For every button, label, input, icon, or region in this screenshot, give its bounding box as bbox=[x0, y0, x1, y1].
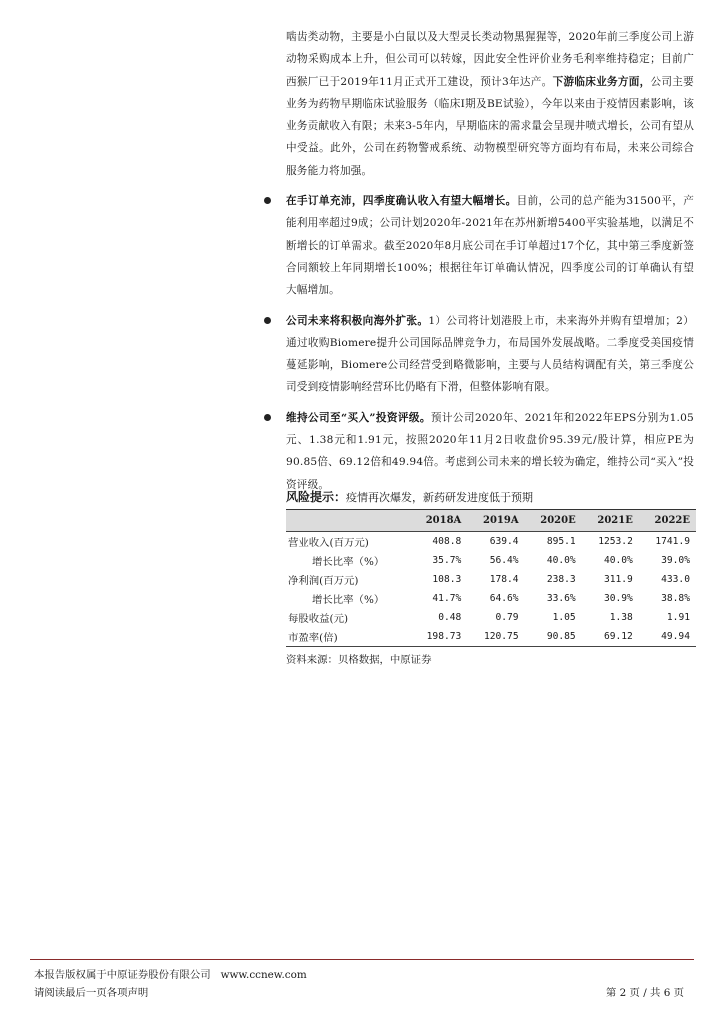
row-label: 增长比率（%） bbox=[312, 594, 385, 606]
table-cell: 433.0 bbox=[661, 574, 690, 585]
intro-paragraph bbox=[286, 26, 694, 182]
row-label: 每股收益(元) bbox=[288, 613, 349, 625]
table-row bbox=[286, 608, 696, 627]
table-cell: 408.8 bbox=[432, 536, 462, 547]
table-cell: 56.4% bbox=[489, 555, 519, 566]
bullet-item-orders bbox=[286, 190, 694, 301]
row-label: 市盈率(倍) bbox=[286, 627, 410, 647]
table-header-cell: 2020E bbox=[525, 510, 582, 532]
table-cell: 1.38 bbox=[609, 612, 633, 623]
bullet-dot-icon bbox=[264, 317, 271, 324]
table-cell: 90.85 bbox=[525, 627, 582, 647]
table-cell: 1.05 bbox=[552, 612, 576, 623]
bullet-text: 预计公司2020年、2021年和2022年EPS分别为1.05元、1.38元和1.91元，按照2020年11月2日收盘价95.39元/股计算，相应PE为90.85倍、69.12倍和49.94倍。考虑到公司未来的增长较为确定，维持公司“买入”投资评级。 bbox=[286, 411, 694, 491]
footer-disclaimer: 请阅读最后一页各项声明 bbox=[34, 987, 149, 999]
intro-rest-text: 公司主要业务为药物早期临床试验服务（临床I期及BE试验），今年以来由于疫情因素影响，该业务贡献收入有限；未来3-5年内，早期临床的需求量会呈现井喷式增长，公司有望从中受益。此外，公司在药物警戒系统、动物模型研究等方面均有布局，未来公司综合服务能力将加强。 bbox=[286, 75, 694, 177]
table-cell: 639.4 bbox=[489, 536, 519, 547]
table-cell: 69.12 bbox=[582, 627, 639, 647]
table-body bbox=[286, 532, 696, 647]
risk-label: 风险提示： bbox=[286, 490, 347, 504]
table-cell: 311.9 bbox=[603, 574, 633, 585]
table-row bbox=[286, 551, 696, 570]
row-label: 增长比率（%） bbox=[312, 556, 385, 568]
footer-website-link[interactable]: www.ccnew.com bbox=[220, 969, 307, 981]
table-header-cell: 2021E bbox=[582, 510, 639, 532]
table-cell: 1741.9 bbox=[655, 536, 690, 547]
footer-divider bbox=[30, 959, 694, 960]
intro-text: 啮齿类动物，主要是小白鼠以及大型灵长类动物黑猩猩等，2020年前三季度公司上游动物采购成本上升，但公司可以转嫁，因此安全性评价业务毛利率维持稳定；目前广西猴厂已于2019年11月正式开工建设，预计3年达产。 bbox=[286, 31, 694, 88]
bullet-title: 公司未来将积极向海外扩张。 bbox=[286, 314, 429, 327]
table-cell: 35.7% bbox=[432, 555, 462, 566]
bullet-item-overseas bbox=[286, 310, 694, 399]
table-header-cell bbox=[286, 510, 410, 532]
table-row bbox=[286, 627, 696, 647]
bullet-title: 在手订单充沛，四季度确认收入有望大幅增长。 bbox=[286, 195, 517, 208]
table-header-cell: 2022E bbox=[639, 510, 696, 532]
table-cell: 0.48 bbox=[438, 612, 462, 623]
bullet-text: 目前，公司的总产能为31500平，产能利用率超过9成；公司计划2020年-2021年在苏州新增5400平实验基地，以满足不断增长的订单需求。截至2020年8月底公司在手订单超过17个亿，其中第三季度新签合同额较上年同期增长100%；根据往年订单确认情况，四季度公司的订单确认有望大幅增加。 bbox=[286, 195, 694, 297]
bullet-text: 1）公司将计划港股上市，未来海外并购有望增加；2）通过收购Biomere提升公司国际品牌竞争力，布局国外发展战略。二季度受美国疫情蔓延影响，Biomere公司经营受到略微影响，主要与人员结构调配有关，第三季度公司受到疫情影响经营环比仍略有下滑，但整体影响有限。 bbox=[286, 314, 694, 394]
table-cell: 0.79 bbox=[495, 612, 519, 623]
table-row bbox=[286, 589, 696, 608]
table-cell: 1.91 bbox=[666, 612, 690, 623]
table-header-cell: 2019A bbox=[467, 510, 524, 532]
bullet-item-rating bbox=[286, 407, 694, 496]
table-cell: 1253.2 bbox=[598, 536, 633, 547]
table-cell: 33.6% bbox=[546, 593, 576, 604]
bullet-dot-icon bbox=[264, 414, 271, 421]
table-cell: 895.1 bbox=[546, 536, 576, 547]
table-cell: 40.0% bbox=[546, 555, 576, 566]
risk-text: 疫情再次爆发，新药研发进度低于预期 bbox=[346, 491, 534, 504]
table-cell: 38.8% bbox=[661, 593, 690, 604]
table-cell: 49.94 bbox=[639, 627, 696, 647]
bullet-dot-icon bbox=[264, 197, 271, 204]
table-cell: 40.0% bbox=[603, 555, 633, 566]
data-source: 资料来源：贝格数据，中原证券 bbox=[286, 654, 432, 666]
risk-warning bbox=[286, 488, 696, 510]
table-cell: 108.3 bbox=[432, 574, 462, 585]
table-cell: 64.6% bbox=[489, 593, 519, 604]
financial-forecast-table bbox=[286, 510, 696, 647]
table-cell: 120.75 bbox=[467, 627, 524, 647]
table-cell: 41.7% bbox=[432, 593, 462, 604]
page-number: 第 2 页 / 共 6 页 bbox=[605, 987, 684, 999]
row-label: 营业收入(百万元) bbox=[288, 537, 369, 549]
table-cell: 178.4 bbox=[489, 574, 519, 585]
footer-copyright: 本报告版权属于中原证券股份有限公司 bbox=[34, 969, 211, 981]
intro-highlight: 下游临床业务方面， bbox=[552, 75, 651, 88]
table-header-cell: 2018A bbox=[410, 510, 467, 532]
bullet-title: 维持公司至“买入”投资评级。 bbox=[286, 411, 431, 424]
table-row bbox=[286, 532, 696, 552]
table-cell: 30.9% bbox=[603, 593, 633, 604]
table-cell: 39.0% bbox=[661, 555, 690, 566]
table-header-row bbox=[286, 510, 696, 532]
footer-left bbox=[34, 966, 307, 1002]
table-row bbox=[286, 570, 696, 589]
row-label: 净利润(百万元) bbox=[288, 575, 359, 587]
report-body bbox=[286, 26, 694, 496]
table-cell: 198.73 bbox=[410, 627, 467, 647]
table-cell: 238.3 bbox=[546, 574, 576, 585]
